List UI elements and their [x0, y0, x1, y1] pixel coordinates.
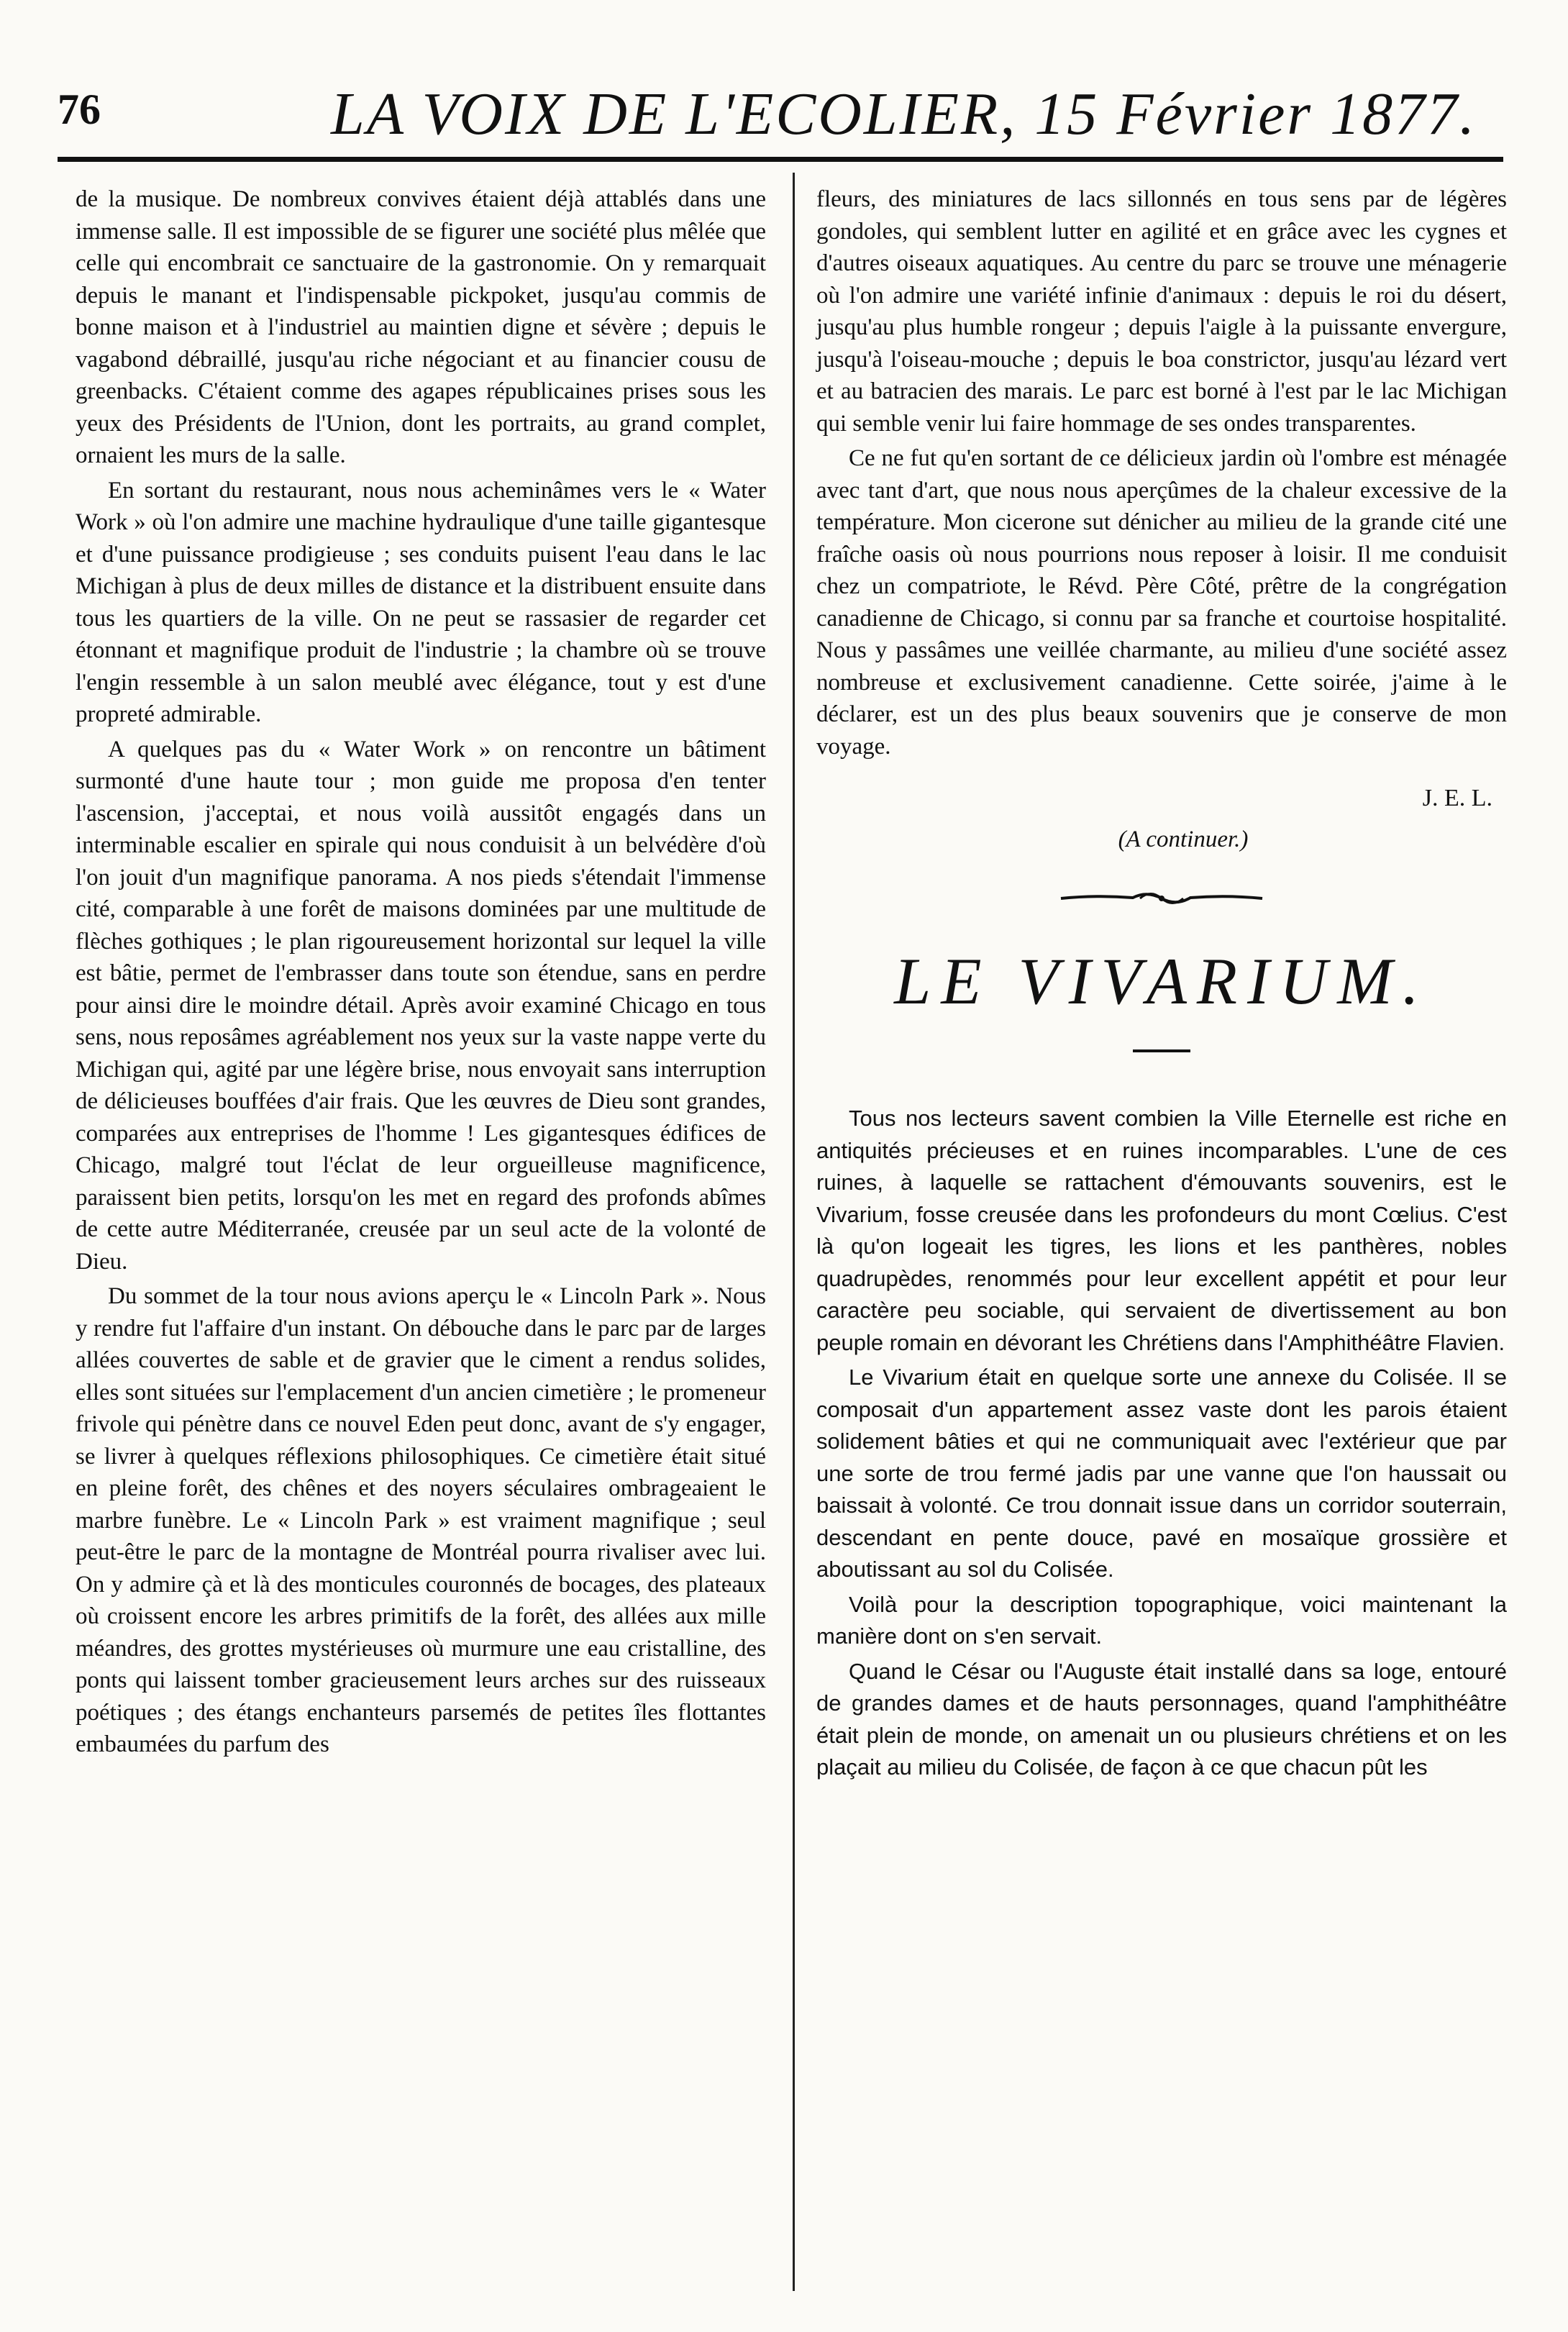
- article-paragraph: Le Vivarium était en quelque sorte une annexe du Colisée. Il se composait d'un appartement assez vaste dont les parois étaient solidement bâties et qui ne communiquait avec l'extérieur que par une sorte de trou fermé jadis par une vanne que l'on haussait ou baissait à volonté. Ce trou donnait issue dans un corridor souterrain, descendant en pente douce, pavé en mosaïque grossière et aboutissant au sol du Colisée.: [816, 1365, 1507, 1582]
- article-paragraph: Voilà pour la description topographique, voici maintenant la manière dont on s'en servait.: [816, 1591, 1507, 1649]
- section-ornament-icon: [1054, 888, 1270, 909]
- author-signature: J. E. L.: [1422, 785, 1492, 811]
- article-paragraph: Du sommet de la tour nous avions aperçu le « Lincoln Park ». Nous y rendre fut l'affaire d'un instant. On débouche dans le parc par de larges allées couvertes de sable et de gravier que le ciment a rendus solides, elles sont situées sur l'emplacement d'un ancien cimetière ; le promeneur frivole qui pénètre dans ce nouvel Eden peut donc, avant de s'y engager, se livrer à quelques réflexions philosophiques. Ce cimetière était situé en pleine forêt, des chênes et des noyers séculaires ombrageaient le marbre funèbre. Le « Lincoln Park » est vraiment magnifique ; seul peut-être le parc de la montagne de Montréal pourra rivaliser avec lui. On y admire çà et là des monticules couronnés de bocages, des plateaux où croissent encore les arbres primitifs de la forêt, des allées aux mille méandres, des grottes mystérieuses où murmure une eau cristalline, des ponts qui laissent tomber gracieusement leurs arches sur des ruisseaux poétiques ; des étangs enchanteurs parsemés de petites îles flottantes embaumées du parfum des: [76, 1283, 766, 1757]
- article-paragraph: En sortant du restaurant, nous nous acheminâmes vers le « Water Work » où l'on admire une machine hydraulique d'une taille gigantesque et d'une puissance prodigieuse ; ses conduits puisent l'eau dans le lac Michigan à plus de deux milles de distance et la distribuent ensuite dans tous les quartiers de la ville. On ne peut se rassasier de regarder cet étonnant et magnifique produit de l'industrie ; la chambre où se trouve l'engin ressemble à un salon meublé avec élégance, tout y est d'une propreté admirable.: [76, 477, 766, 727]
- article-paragraph: fleurs, des miniatures de lacs sillonnés en tous sens par de légères gondoles, qui semblent lutter en agilité et en grâce avec les cygnes et d'autres oiseaux aquatiques. Au centre du parc se trouve une ménagerie où l'on admire une variété infinie d'animaux : depuis le roi du désert, jusqu'au plus humble rongeur ; depuis l'aigle à la puissante envergure, jusqu'à l'oiseau-mouche ; depuis le boa constrictor, jusqu'au lézard vert et au batracien des marais. Le parc est borné à l'est par le lac Michigan qui semble venir lui faire hommage de ses ondes transparentes.: [816, 186, 1507, 437]
- column-divider: [793, 173, 795, 2291]
- article-paragraph: Quand le César ou l'Auguste était installé dans sa loge, entouré de grandes dames et de hauts personnages, quand l'amphithéâtre était plein de monde, on amenait un ou plusieurs chrétiens et on les plaçait au milieu du Colisée, de façon à ce que chacun pût les: [816, 1658, 1507, 1780]
- left-column: [76, 183, 766, 1764]
- section-title: LE VIVARIUM.: [894, 944, 1429, 1018]
- page-header: [58, 79, 1510, 158]
- page-number: 76: [58, 86, 101, 133]
- title-rule: [1133, 1049, 1190, 1052]
- to-be-continued-note: (A continuer.): [1118, 826, 1249, 852]
- journal-title: LA VOIX DE L'ECOLIER, 15 Février 1877.: [331, 81, 1477, 147]
- header-rule: [58, 157, 1503, 162]
- article-paragraph: Tous nos lecteurs savent combien la Ville Eternelle est riche en antiquités précieuses et en ruines incomparables. L'une de ces ruines, à laquelle se rattachent d'émouvants souvenirs, est le Vivarium, fosse creusée dans les profondeurs du mont Cœlius. C'est là qu'on logeait les tigres, les lions et les panthères, nobles quadrupèdes, renommés pour leur excellent appétit et pour leur caractère peu sociable, qui servaient de divertissement au bon peuple romain en dévorant les Chrétiens dans l'Amphithéâtre Flavien.: [816, 1106, 1507, 1355]
- article-paragraph: Ce ne fut qu'en sortant de ce délicieux jardin où l'ombre est ménagée avec tant d'art, que nous nous aperçûmes de la chaleur excessive de la température. Mon cicerone sut dénicher au milieu de la grande cité une fraîche oasis où nous pourrions nous reposer à loisir. Il me conduisit chez un compatriote, le Révd. Père Côté, prêtre de la congrégation canadienne de Chicago, si connu par sa franche et courtoise hospitalité. Nous y passâmes une veillée charmante, au milieu d'une société assez nombreuse et exclusivement canadienne. Cette soirée, j'aime à le déclarer, est un des plus beaux souvenirs que je conserve de mon voyage.: [816, 445, 1507, 760]
- article-paragraph: A quelques pas du « Water Work » on rencontre un bâtiment surmonté d'une haute tour ; mon guide me proposa d'en tenter l'ascension, j'acceptai, et nous voilà aussitôt engagés dans un interminable escalier en spirale qui nous conduisit à un belvédère d'où l'on jouit d'un magnifique panorama. A nos pieds s'étendait l'immense cité, comparable à une forêt de maisons dominées par une multitude de flèches gothiques ; le plan rigoureusement horizontal sur lequel la ville est bâtie, permet de l'embrasser dans toute son étendue, sans en perdre pour ainsi dire le moindre détail. Après avoir examiné Chicago en tous sens, nous reposâmes agréablement nos yeux sur la vaste nappe verte du Michigan qui, agité par une légère brise, nous envoyait sans interruption de délicieuses bouffées d'air frais. Que les œuvres de Dieu sont grandes, comparées aux entreprises de l'homme ! Les gigantesques édifices de Chicago, malgré tout l'éclat de leur orgueilleuse magnificence, paraissent bien petits, lorsqu'on les met en regard des profonds abîmes de cette autre Méditerranée, creusée par un seul acte de la volonté de Dieu.: [76, 736, 766, 1275]
- vivarium-article: [816, 942, 1507, 1784]
- right-column: [816, 183, 1507, 1787]
- article-paragraph: de la musique. De nombreux convives étaient déjà attablés dans une immense salle. Il est impossible de se figurer une société plus mêlée que celle qui encombrait ce sanctuaire de la gastronomie. On y remarquait depuis le manant et l'indispensable pickpoket, jusqu'au commis de bonne maison et à l'industriel au maintien digne et sévère ; depuis le vagabond débraillé, jusqu'au riche négociant et au financier cousu de greenbacks. C'étaient comme des agapes républicaines prises sous les yeux des Présidents de l'Union, dont les portraits, au grand complet, ornaient les murs de la salle.: [76, 186, 766, 468]
